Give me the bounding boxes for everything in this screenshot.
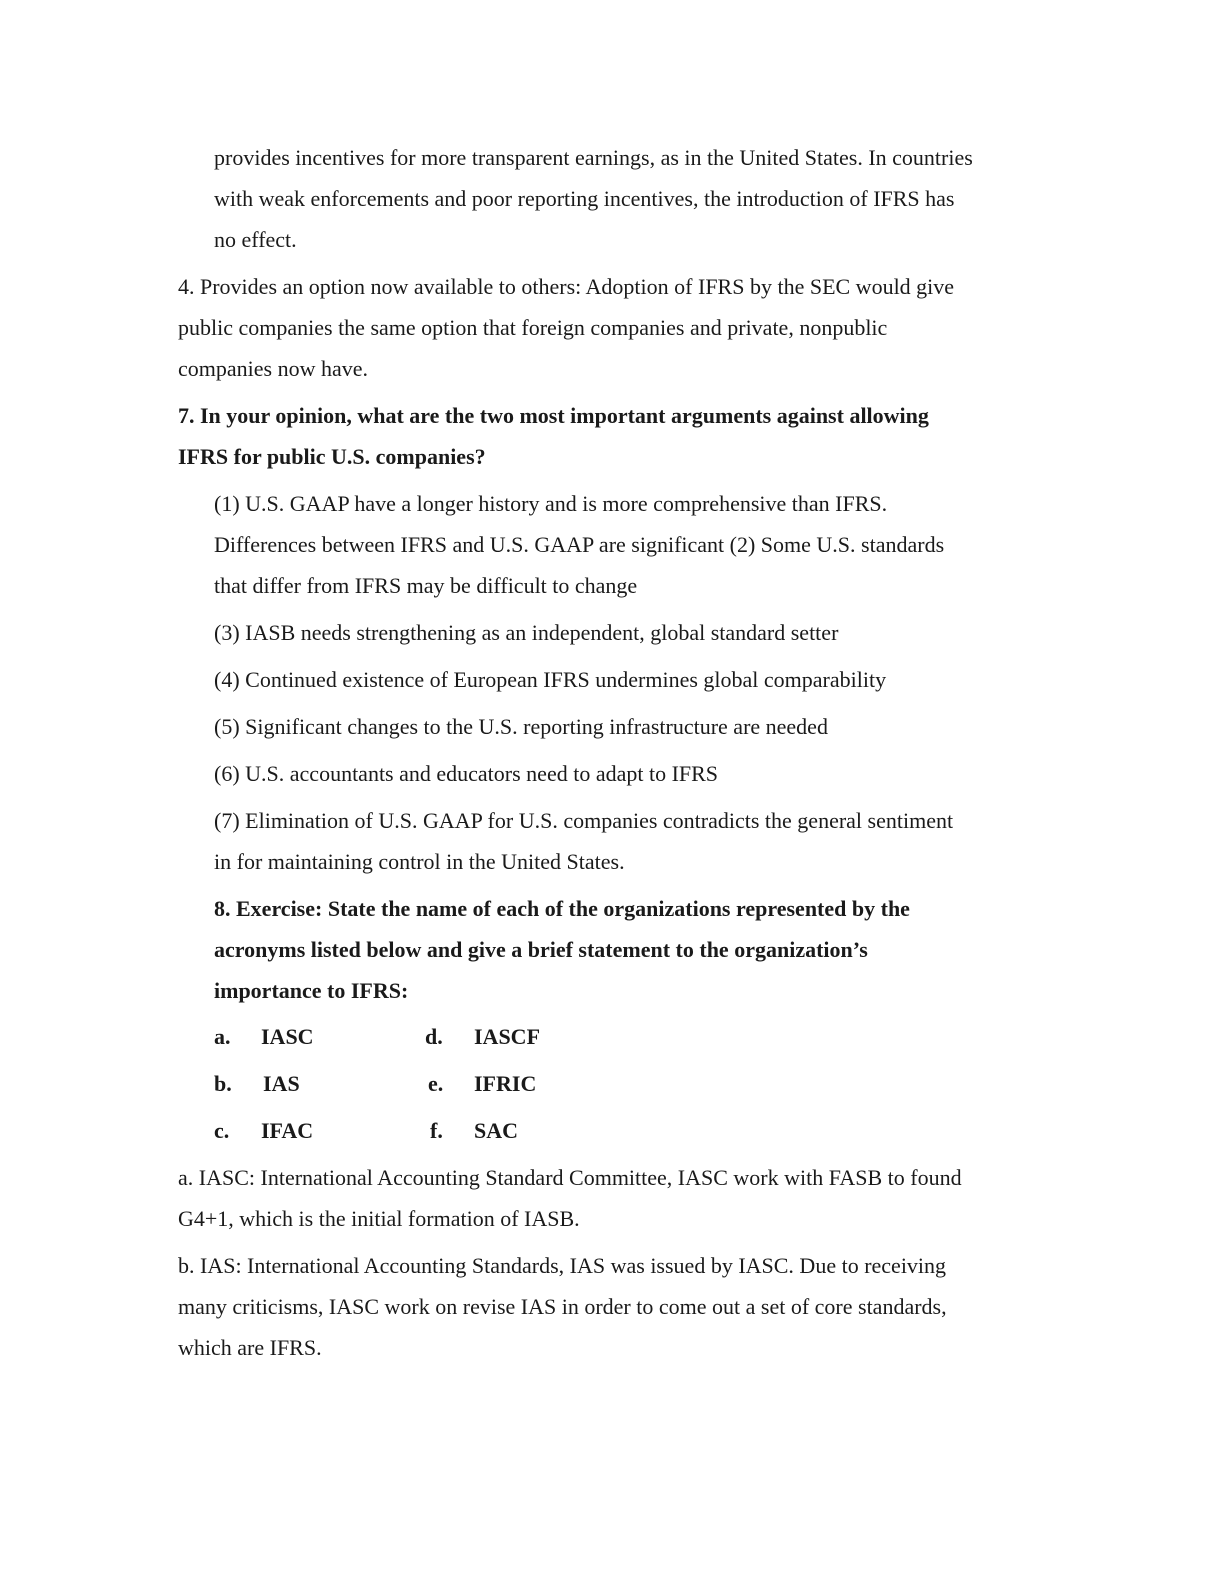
point-4-line-1: 4. Provides an option now available to others: Adoption of IFRS by the SEC would give bbox=[178, 274, 955, 299]
exercise-8-line-3: importance to IFRS: bbox=[214, 978, 409, 1003]
answer-7-item-1-line-1: (1) U.S. GAAP have a longer history and is more comprehensive than IFRS. bbox=[214, 491, 888, 516]
answer-7-item-7-line-2: in for maintaining control in the United States. bbox=[214, 849, 625, 874]
answer-8b-line-3: which are IFRS. bbox=[178, 1335, 322, 1360]
acronym-letter-f: f. bbox=[430, 1118, 443, 1143]
point-4-line-3: companies now have. bbox=[178, 356, 368, 381]
answer-7-item-5: (5) Significant changes to the U.S. reporting infrastructure are needed bbox=[214, 714, 828, 739]
answer-7-item-1-line-3: that differ from IFRS may be difficult to change bbox=[214, 573, 638, 598]
point-4-line-2: public companies the same option that foreign companies and private, nonpublic bbox=[178, 315, 888, 340]
answer-7-item-1-line-2: Differences between IFRS and U.S. GAAP are significant (2) Some U.S. standards bbox=[214, 532, 945, 557]
answer-7-item-7-line-1: (7) Elimination of U.S. GAAP for U.S. companies contradicts the general sentiment bbox=[214, 808, 954, 833]
acronym-term-ifac: IFAC bbox=[261, 1118, 314, 1143]
answer-7-item-4: (4) Continued existence of European IFRS undermines global comparability bbox=[214, 667, 887, 692]
answer-8b-line-1: b. IAS: International Accounting Standards, IAS was issued by IASC. Due to receiving bbox=[178, 1253, 947, 1278]
answer-7-item-6: (6) U.S. accountants and educators need to adapt to IFRS bbox=[214, 761, 719, 786]
acronym-term-sac: SAC bbox=[474, 1118, 519, 1143]
answer-8b-line-2: many criticisms, IASC work on revise IAS in order to come out a set of core standards, bbox=[178, 1294, 947, 1319]
answer-7-item-3: (3) IASB needs strengthening as an independent, global standard setter bbox=[214, 620, 839, 645]
answer-8a-line-1: a. IASC: International Accounting Standard Committee, IASC work with FASB to found bbox=[178, 1165, 962, 1190]
acronym-letter-d: d. bbox=[425, 1024, 443, 1049]
continuation-line-3: no effect. bbox=[214, 227, 297, 252]
acronym-term-ifric: IFRIC bbox=[474, 1071, 537, 1096]
acronym-letter-e: e. bbox=[428, 1071, 444, 1096]
acronym-letter-c: c. bbox=[214, 1118, 230, 1143]
continuation-line-2: with weak enforcements and poor reporting incentives, the introduction of IFRS has bbox=[214, 186, 955, 211]
acronym-term-iascf: IASCF bbox=[474, 1024, 541, 1049]
answer-8a-line-2: G4+1, which is the initial formation of IASB. bbox=[178, 1206, 580, 1231]
acronym-term-iasc: IASC bbox=[261, 1024, 314, 1049]
question-7-line-2: IFRS for public U.S. companies? bbox=[178, 444, 486, 469]
exercise-8-line-2: acronyms listed below and give a brief statement to the organization’s bbox=[214, 937, 868, 962]
acronym-letter-b: b. bbox=[214, 1071, 232, 1096]
acronym-term-ias: IAS bbox=[263, 1071, 300, 1096]
question-7-line-1: 7. In your opinion, what are the two most important arguments against allowing bbox=[178, 403, 929, 428]
exercise-8-line-1: 8. Exercise: State the name of each of the organizations represented by the bbox=[214, 896, 910, 921]
continuation-line-1: provides incentives for more transparent earnings, as in the United States. In countries bbox=[214, 145, 973, 170]
acronym-letter-a: a. bbox=[214, 1024, 231, 1049]
